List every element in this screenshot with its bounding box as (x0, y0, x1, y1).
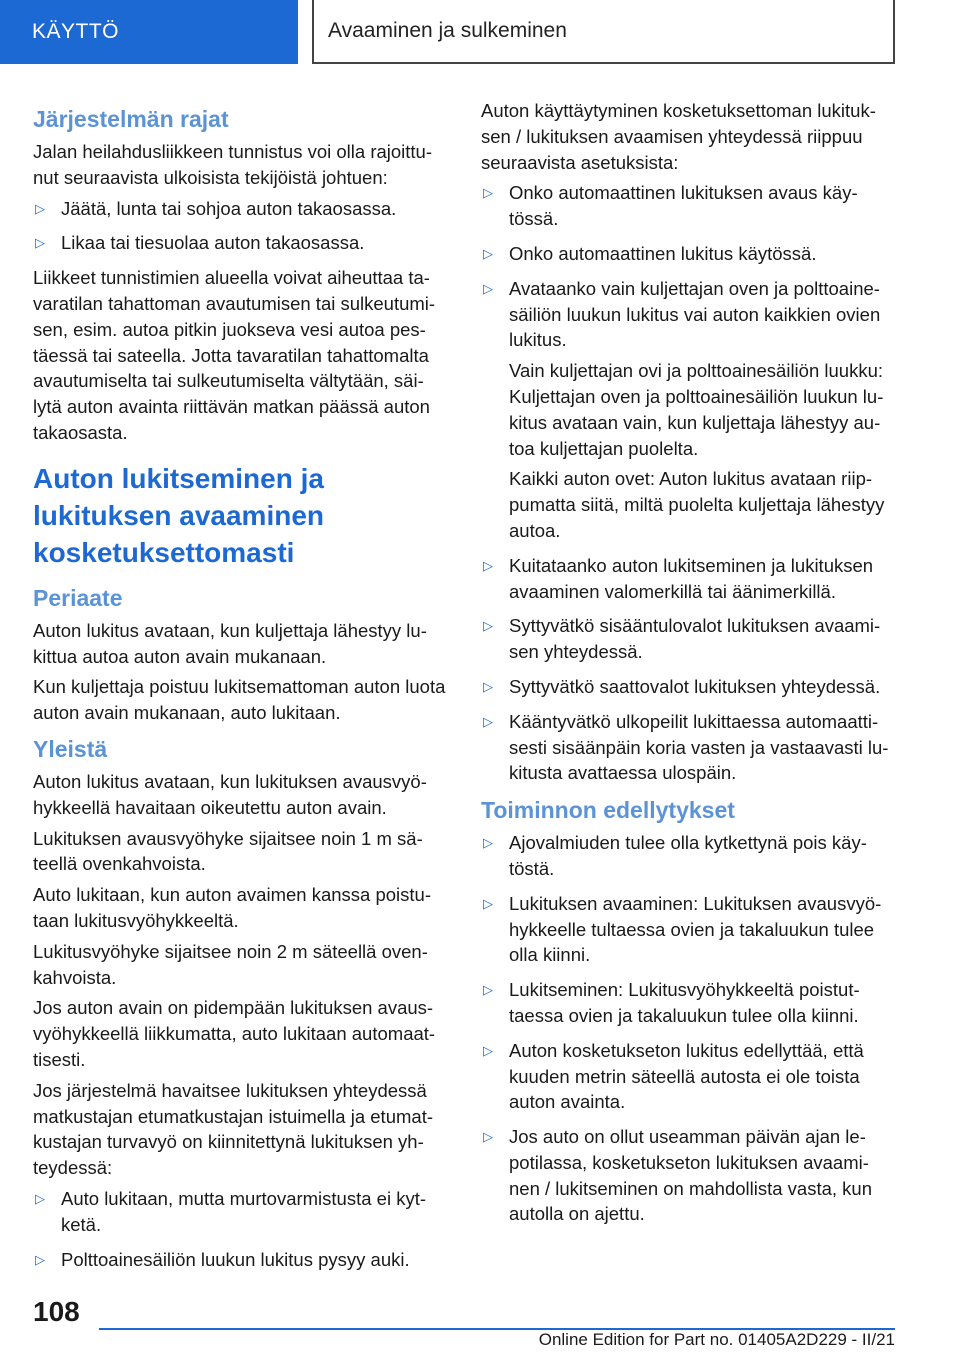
triangle-bullet-icon: ▷ (483, 1129, 493, 1145)
footer-edition: Online Edition for Part no. 01405A2D229 - II/21 (538, 1330, 895, 1349)
list-item: ▷ Onko automaattinen lukituksen avaus käy-tössä. (483, 182, 858, 230)
triangle-bullet-icon: ▷ (483, 982, 493, 998)
list-item: ▷ Avataanko vain kuljettajan oven ja polttoaine-säiliön luukun lukitus vai auton kaikkien ovien lukitus. Vain kuljettajan ovi ja polttoainesäiliön luukku: Kuljettajan oven ja polttoainesäiliön luukun lu-kitus avataan vain, kun kuljettaja lähestyy au-toa kuljettajan puolelta. Kaikki auton ovet: Auton lukitus avataan riip-pumatta siitä, miltä puolelta kuljettaja lähestyy autoa. (481, 276, 896, 544)
list-item: ▷ Lukituksen avaaminen: Lukituksen avausvyö-hykkeelle tultaessa ovien ja takaluukun tulee olla kiinni. (483, 892, 882, 966)
triangle-bullet-icon: ▷ (483, 678, 493, 694)
chapter-title: Avaaminen ja sulkeminen (312, 0, 895, 64)
right-column (481, 98, 896, 1236)
paragraph: Auton lukitus avataan, kun lukituksen avausvyö-hykkeellä havaitaan oikeutettu auton avain. (33, 770, 427, 818)
list-item: ▷ Jos auto on ollut useamman päivän ajan le-potilassa, kosketukseton lukituksen avaami-nen / lukitseminen on mahdollista vasta, kun autolla on ajettu. (483, 1126, 873, 1225)
list-item: ▷ Polttoainesäiliön luukun lukitus pysyy auki. (33, 1247, 447, 1273)
list-item: ▷ Onko automaattinen lukitus käytössä. (481, 241, 896, 267)
heading-prerequisites: Toiminnon edellytykset (481, 797, 735, 824)
list-item-paragraph: Vain kuljettajan ovi ja polttoainesäiliön luukku: Kuljettajan oven ja polttoainesäiliön luukun lu-kitus avataan vain, kun kuljettaja lähestyy au-toa kuljettajan puolelta. (509, 360, 884, 459)
paragraph: Auto lukitaan, kun auton avaimen kanssa poistu-taan lukitusvyöhykkeeltä. (33, 884, 431, 931)
paragraph: Auton käyttäytyminen kosketuksettoman lukituk-sen / lukituksen avaamisen yhteydessä riippuu seuraavista asetuksista: (481, 100, 876, 173)
bullet-list (481, 830, 896, 1227)
triangle-bullet-icon: ▷ (483, 618, 493, 634)
list-item: ▷ Kuitataanko auton lukitseminen ja lukituksen avaaminen valomerkillä tai äänimerkillä. (483, 554, 874, 602)
paragraph: Liikkeet tunnistimien alueella voivat aiheuttaa ta-varatilan tahattoman avautumisen tai sulkeutumi-sen, esim. autoa pitkin juokseva vesi autoa pes-täessä tai sateella. Jotta tavaratilan tahattomalta avautumiselta tai sulkeutumiselta vältytään, säi-lytä auton avainta riittävän matkan päässä auton takaosasta. (33, 267, 436, 443)
paragraph: Jalan heilahdusliikkeen tunnistus voi olla rajoittu-nut seuraavista ulkoisista tekijöistä johtuen: (33, 141, 433, 188)
paragraph: Lukitusvyöhyke sijaitsee noin 2 m säteellä oven-kahvoista. (33, 940, 428, 988)
triangle-bullet-icon: ▷ (35, 200, 45, 216)
page-header (0, 0, 960, 66)
triangle-bullet-icon: ▷ (483, 1042, 493, 1058)
triangle-bullet-icon: ▷ (35, 1190, 45, 1206)
triangle-bullet-icon: ▷ (483, 185, 493, 201)
paragraph: Jos auton avain on pidempään lukituksen avaus-vyöhykkeellä liikkumatta, auto lukitaan automaat-tisesti. (33, 997, 436, 1070)
triangle-bullet-icon: ▷ (35, 1251, 45, 1267)
list-item: ▷ Kääntyvätkö ulkopeilit lukittaessa automaatti-sesti sisäänpäin koria vasten ja vastaavasti lu-kitusta avattaessa ulospäin. (483, 710, 889, 784)
paragraph: Lukituksen avausvyöhyke sijaitsee noin 1 m sä-teellä ovenkahvoista. (33, 827, 423, 875)
list-item: ▷ Ajovalmiuden tulee olla kytkettynä pois käy-töstä. (483, 832, 867, 879)
bullet-list (33, 196, 447, 257)
list-item: ▷ Likaa tai tiesuolaa auton takaosassa. (33, 230, 447, 256)
triangle-bullet-icon: ▷ (483, 245, 493, 261)
bullet-list (481, 180, 896, 786)
bullet-list (33, 1186, 447, 1272)
heading-principle: Periaate (33, 584, 123, 611)
section-tab: KÄYTTÖ (0, 0, 298, 64)
heading-main: Auton lukitseminen ja lukituksen avaaminen kosketuksettomasti (33, 462, 325, 568)
triangle-bullet-icon: ▷ (483, 280, 493, 296)
triangle-bullet-icon: ▷ (483, 835, 493, 851)
list-item: ▷ Auto lukitaan, mutta murtovarmistusta ei kyt-ketä. (35, 1187, 426, 1235)
heading-general: Yleistä (33, 735, 108, 762)
triangle-bullet-icon: ▷ (483, 557, 493, 573)
list-item: ▷ Syttyvätkö sisääntulovalot lukituksen avaami-sen yhteydessä. (483, 615, 881, 663)
left-column (33, 98, 447, 1281)
triangle-bullet-icon: ▷ (35, 235, 45, 251)
paragraph: Auton lukitus avataan, kun kuljettaja lähestyy lu-kittua autoa auton avain mukanaan. (33, 619, 427, 667)
page-number: 108 (33, 1296, 80, 1327)
triangle-bullet-icon: ▷ (483, 713, 493, 729)
list-item: ▷ Syttyvätkö saattovalot lukituksen yhteydessä. (481, 674, 896, 700)
heading-system-limits: Järjestelmän rajat (33, 106, 229, 132)
list-item: ▷ Jäätä, lunta tai sohjoa auton takaosassa. (33, 196, 447, 222)
triangle-bullet-icon: ▷ (483, 895, 493, 911)
list-item: ▷ Lukitseminen: Lukitusvyöhykkeeltä poistut-taessa ovien ja takaluukun tulee olla kiinni. (483, 979, 860, 1026)
list-item: ▷ Auton kosketukseton lukitus edellyttää, että kuuden metrin säteellä autosta ei ole toista auton avainta. (483, 1039, 864, 1113)
paragraph: Kun kuljettaja poistuu lukitsemattoman auton luota auton avain mukanaan, auto lukitaan. (33, 676, 446, 724)
paragraph: Jos järjestelmä havaitsee lukituksen yhteydessä matkustajan etumatkustajan istuimella ja etumat-kustajan turvavyö on kiinnitettynä lukituksen yh-teydessä: (33, 1079, 433, 1179)
list-item-paragraph: Kaikki auton ovet: Auton lukitus avataan riip-pumatta siitä, miltä puolelta kuljettaja lähestyy autoa. (509, 468, 885, 541)
